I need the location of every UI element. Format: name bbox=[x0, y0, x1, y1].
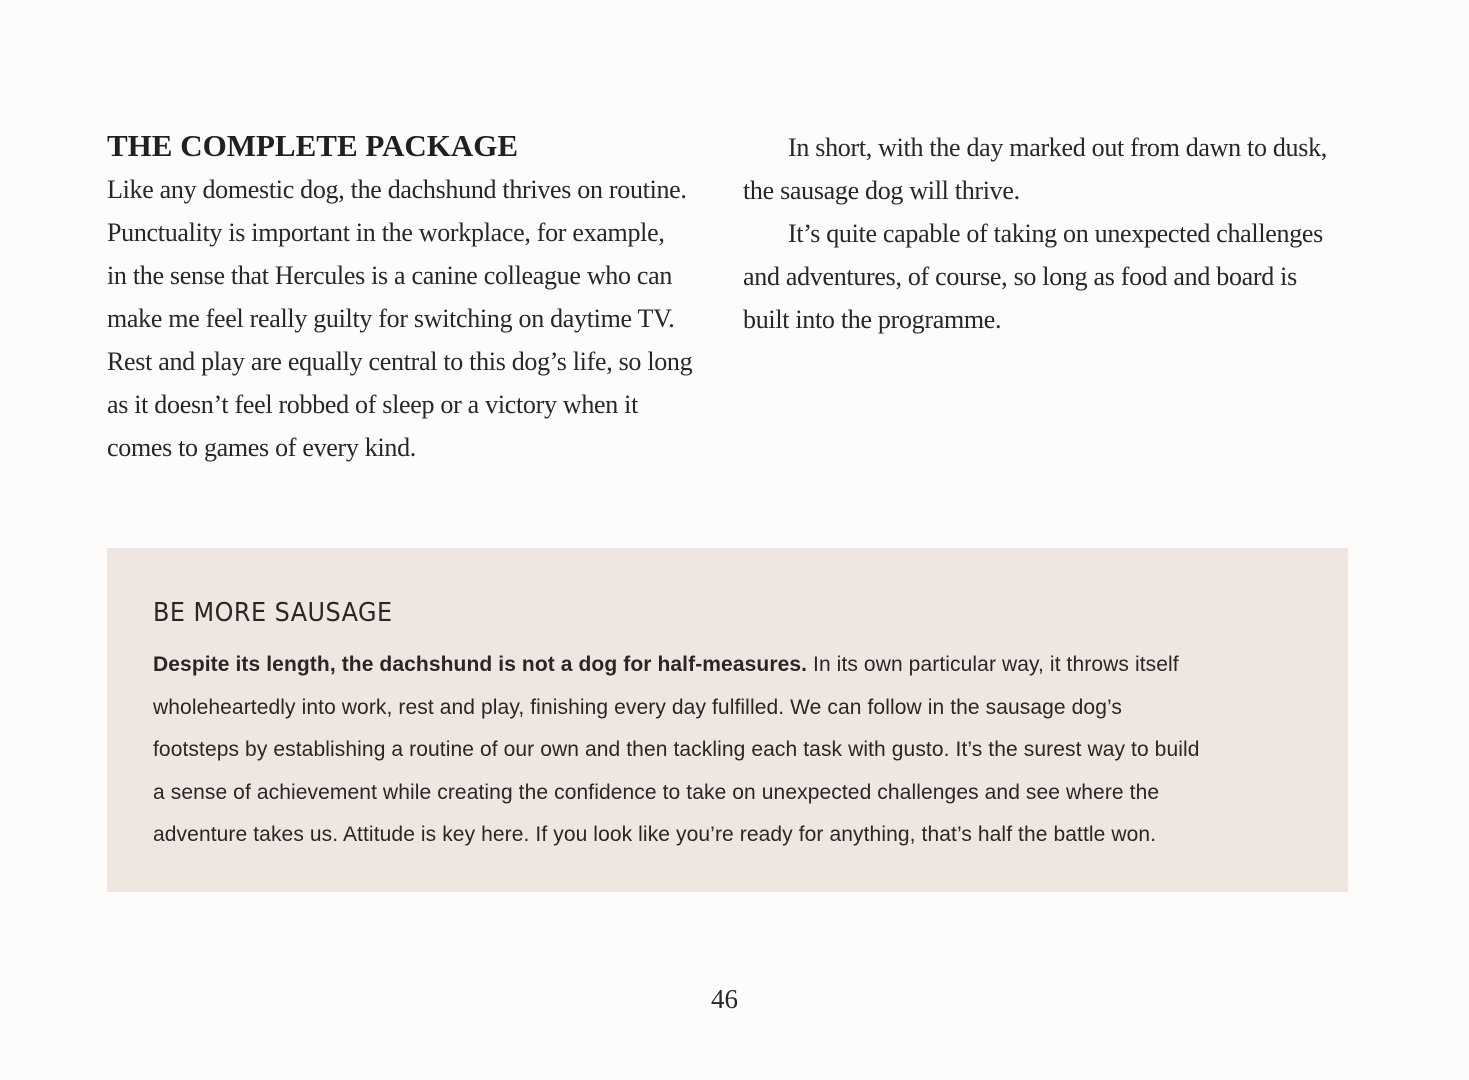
body-line: in the sense that Hercules is a canine colleague who can bbox=[107, 261, 673, 290]
callout-line-text: In its own particular way, it throws itself bbox=[807, 653, 1179, 676]
section-heading: THE COMPLETE PACKAGE bbox=[107, 128, 519, 163]
callout-line: wholeheartedly into work, rest and play, finishing every day fulfilled. We can follow in the sausage dog’s bbox=[153, 695, 1122, 719]
callout-line bbox=[153, 644, 1323, 687]
left-column bbox=[107, 126, 727, 469]
page-number: 46 bbox=[711, 984, 738, 1014]
callout-title: BE MORE SAUSAGE bbox=[153, 598, 393, 628]
body-line: Rest and play are equally central to this dog’s life, so long bbox=[107, 347, 693, 376]
body-line: In short, with the day marked out from dawn to dusk, bbox=[788, 133, 1327, 162]
body-line: the sausage dog will thrive. bbox=[743, 176, 1020, 205]
callout-line: a sense of achievement while creating the confidence to take on unexpected challenges and see where the bbox=[153, 780, 1160, 804]
callout-body bbox=[153, 644, 1323, 857]
right-column bbox=[743, 126, 1363, 341]
callout-box bbox=[107, 548, 1348, 892]
body-line: and adventures, of course, so long as food and board is bbox=[743, 262, 1297, 291]
body-line: as it doesn’t feel robbed of sleep or a victory when it bbox=[107, 390, 639, 419]
body-line: Punctuality is important in the workplace, for example, bbox=[107, 218, 665, 247]
body-line: make me feel really guilty for switching on daytime TV. bbox=[107, 304, 675, 333]
body-line: comes to games of every kind. bbox=[107, 433, 416, 462]
callout-line: footsteps by establishing a routine of our own and then tackling each task with gusto. It’s the surest way to build bbox=[153, 738, 1200, 761]
callout-lead: Despite its length, the dachshund is not a dog for half-measures. bbox=[153, 653, 808, 676]
body-line: Like any domestic dog, the dachshund thrives on routine. bbox=[107, 175, 687, 204]
callout-line: adventure takes us. Attitude is key here. If you look like you’re ready for anything, that’s half the battle won. bbox=[153, 823, 1157, 846]
body-line: built into the programme. bbox=[743, 305, 1002, 334]
body-line: It’s quite capable of taking on unexpected challenges bbox=[788, 219, 1323, 248]
